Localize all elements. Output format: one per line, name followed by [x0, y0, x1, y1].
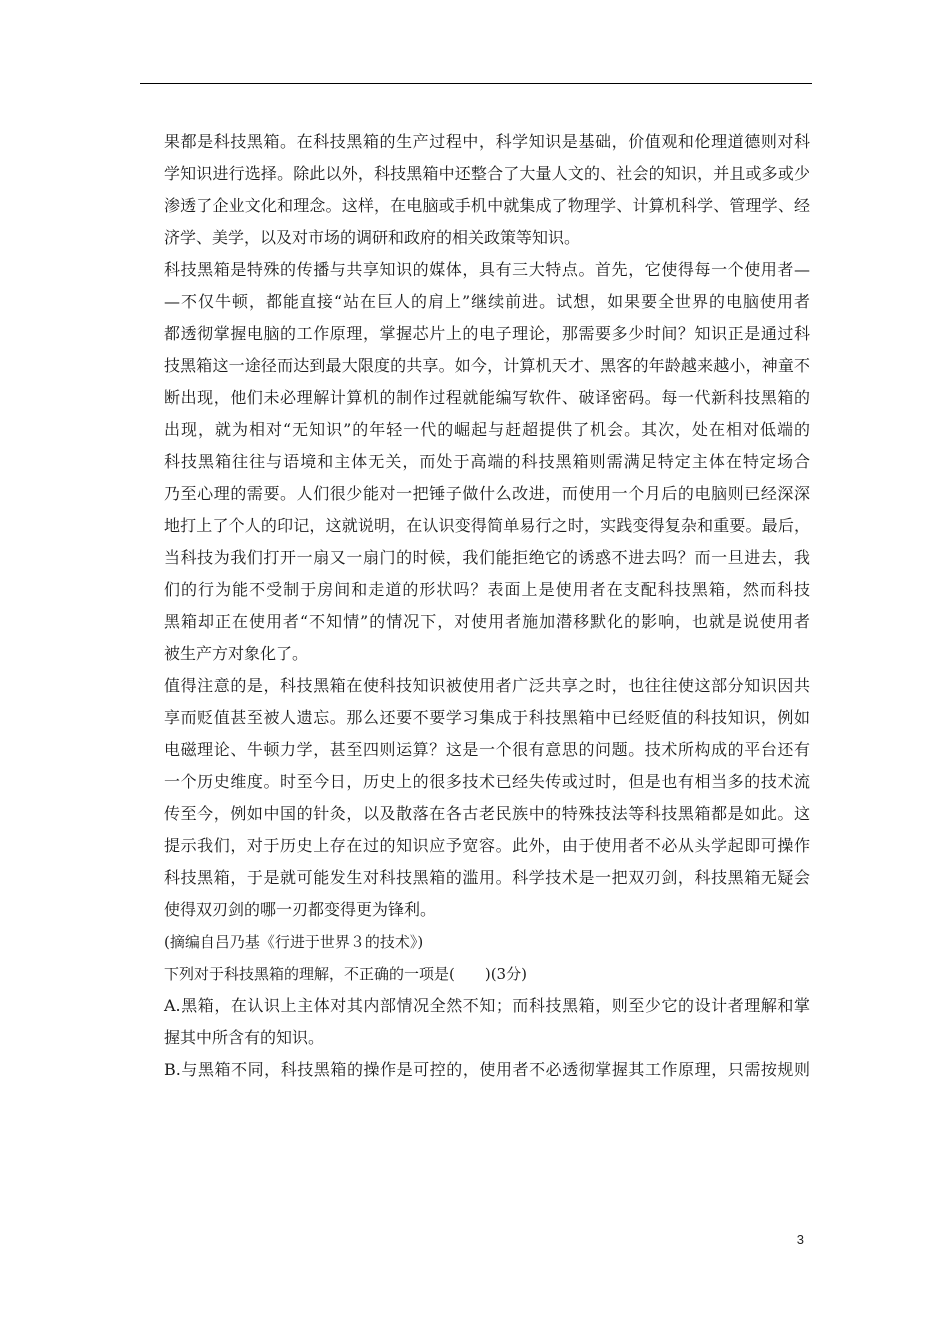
paragraph-2-line: 黑箱却正在使用者“不知情”的情况下，对使用者施加潜移默化的影响，也就是说使用者 — [164, 612, 810, 631]
paragraph-1-line: 济学、美学，以及对市场的调研和政府的相关政策等知识。 — [164, 228, 581, 247]
document-body — [164, 126, 810, 1086]
paragraph-2-line: 们的行为能不受制于房间和走道的形状吗？表面上是使用者在支配科技黑箱，然而科技 — [164, 580, 810, 599]
paragraph-3-line: 使得双刃剑的哪一刃都变得更为锋利。 — [164, 900, 437, 919]
option-a-line: 握其中所含有的知识。 — [164, 1028, 325, 1047]
paragraph-2-line: 科技黑箱是特殊的传播与共享知识的媒体，具有三大特点。首先，它使得每一个使用者— — [164, 260, 810, 279]
paragraph-2-line: 科技黑箱往往与语境和主体无关，而处于高端的科技黑箱则需满足特定主体在特定场合 — [164, 452, 810, 471]
option-b-line: B.与黑箱不同，科技黑箱的操作是可控的，使用者不必透彻掌握其工作原理，只需按规则 — [164, 1060, 810, 1079]
paragraph-2-line: 技黑箱这一途径而达到最大限度的共享。如今，计算机天才、黑客的年龄越来越小，神童不 — [164, 356, 810, 375]
paragraph-2-line: —不仅牛顿，都能直接“站在巨人的肩上”继续前进。试想，如果要全世界的电脑使用者 — [164, 292, 810, 311]
paragraph-1-line: 果都是科技黑箱。在科技黑箱的生产过程中，科学知识是基础，价值观和伦理道德则对科 — [164, 132, 810, 151]
paragraph-1-line: 学知识进行选择。除此以外，科技黑箱中还整合了大量人文的、社会的知识，并且或多或少 — [164, 164, 810, 183]
paragraph-2-line: 被生产方对象化了。 — [164, 644, 309, 663]
header-rule — [140, 83, 812, 84]
question-stem: 下列对于科技黑箱的理解，不正确的一项是( )(3分) — [164, 965, 527, 983]
option-a-line: A.黑箱，在认识上主体对其内部情况全然不知；而科技黑箱，则至少它的设计者理解和掌 — [164, 996, 810, 1015]
paragraph-3-line: 电磁理论、牛顿力学，甚至四则运算？这是一个很有意思的问题。技术所构成的平台还有 — [164, 740, 810, 759]
paragraph-1-line: 渗透了企业文化和理念。这样，在电脑或手机中就集成了物理学、计算机科学、管理学、经 — [164, 196, 810, 215]
page-number: 3 — [796, 1232, 804, 1247]
paragraph-2-line: 地打上了个人的印记，这就说明，在认识变得简单易行之时，实践变得复杂和重要。最后， — [164, 516, 810, 535]
paragraph-3-line: 享而贬值甚至被人遗忘。那么还要不要学习集成于科技黑箱中已经贬值的科技知识，例如 — [164, 708, 810, 727]
paragraph-2-line: 当科技为我们打开一扇又一扇门的时候，我们能拒绝它的诱惑不进去吗？而一旦进去，我 — [164, 548, 810, 567]
paragraph-3-line: 提示我们，对于历史上存在过的知识应予宽容。此外，由于使用者不必从头学起即可操作 — [164, 836, 810, 855]
paragraph-2-line: 都透彻掌握电脑的工作原理，掌握芯片上的电子理论，那需要多少时间？知识正是通过科 — [164, 324, 810, 343]
paragraph-3-line: 值得注意的是，科技黑箱在使科技知识被使用者广泛共享之时，也往往使这部分知识因共 — [164, 676, 810, 695]
paragraph-3-line: 传至今，例如中国的针灸，以及散落在各古老民族中的特殊技法等科技黑箱都是如此。这 — [164, 804, 810, 823]
paragraph-2-line: 乃至心理的需要。人们很少能对一把锤子做什么改进，而使用一个月后的电脑则已经深深 — [164, 484, 810, 503]
paragraph-3-line: 一个历史维度。时至今日，历史上的很多技术已经失传或过时，但是也有相当多的技术流 — [164, 772, 810, 791]
paragraph-2-line: 断出现，他们未必理解计算机的制作过程就能编写软件、破译密码。每一代新科技黑箱的 — [164, 388, 810, 407]
paragraph-2-line: 出现，就为相对“无知识”的年轻一代的崛起与赶超提供了机会。其次，处在相对低端的 — [164, 420, 810, 439]
source-citation: (摘编自吕乃基《行进于世界３的技术》) — [164, 933, 424, 951]
paragraph-3-line: 科技黑箱，于是就可能发生对科技黑箱的滥用。科学技术是一把双刃剑，科技黑箱无疑会 — [164, 868, 810, 887]
